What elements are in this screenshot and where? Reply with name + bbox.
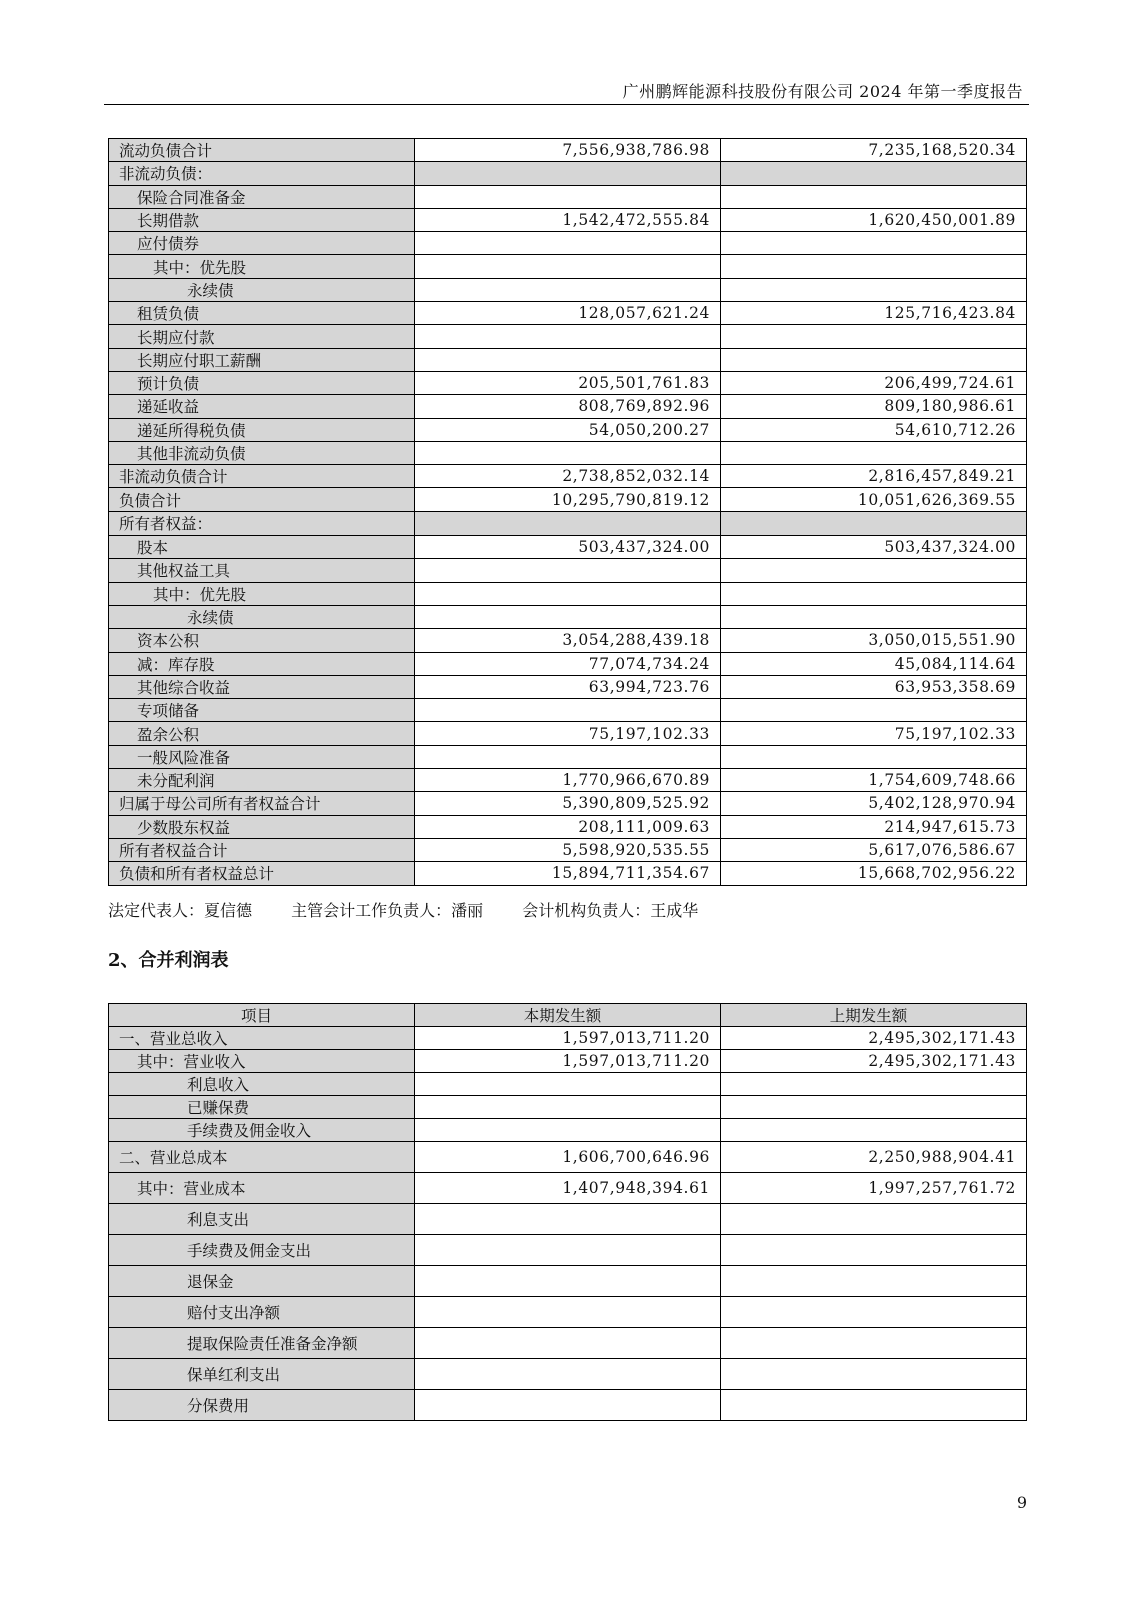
row-label: 所有者权益合计 [109,838,415,861]
current-value: 7,556,938,786.98 [415,139,721,162]
current-value [415,1073,721,1096]
previous-value: 809,180,986.61 [721,395,1027,418]
table-row [109,792,1027,815]
row-label: 递延所得税负债 [109,418,415,441]
row-label: 其中：优先股 [109,255,415,278]
table-row [109,255,1027,278]
current-value [415,1297,721,1328]
accounting-head: 主管会计工作负责人：潘丽 [291,901,484,920]
current-value [415,232,721,255]
table-row [109,1142,1027,1173]
table-row [109,559,1027,582]
current-value [415,1359,721,1390]
current-value: 503,437,324.00 [415,536,721,559]
table-row [109,1050,1027,1073]
row-label: 已赚保费 [109,1096,415,1119]
row-label: 其中：营业成本 [109,1173,415,1204]
income-statement-table [108,1003,1027,1421]
table-row [109,162,1027,185]
row-label: 永续债 [109,278,415,301]
table-row [109,1073,1027,1096]
previous-value [721,1096,1027,1119]
page-number: 9 [1016,1493,1027,1512]
current-value [415,325,721,348]
current-value: 77,074,734.24 [415,652,721,675]
table-row [109,1096,1027,1119]
previous-value: 125,716,423.84 [721,302,1027,325]
row-label: 长期应付款 [109,325,415,348]
previous-value: 5,402,128,970.94 [721,792,1027,815]
row-label: 利息支出 [109,1204,415,1235]
previous-value [721,1390,1027,1421]
header-divider [104,104,1029,105]
table-row [109,652,1027,675]
table-row [109,1119,1027,1142]
section-heading: 2、合并利润表 [108,950,229,971]
previous-value [721,1204,1027,1235]
row-label: 保险合同准备金 [109,185,415,208]
previous-value [721,745,1027,768]
row-label: 长期应付职工薪酬 [109,348,415,371]
current-value: 208,111,009.63 [415,815,721,838]
previous-value [721,1266,1027,1297]
table-row [109,1390,1027,1421]
previous-value [721,1328,1027,1359]
accounting-org-head: 会计机构负责人：王成华 [522,901,699,920]
current-value: 10,295,790,819.12 [415,488,721,511]
table-row [109,815,1027,838]
table-row [109,139,1027,162]
row-label: 长期借款 [109,208,415,231]
previous-value: 2,495,302,171.43 [721,1050,1027,1073]
row-label: 应付债券 [109,232,415,255]
table-row [109,208,1027,231]
table-row [109,488,1027,511]
table-row [109,278,1027,301]
row-label: 股本 [109,536,415,559]
current-value [415,1390,721,1421]
legal-representative: 法定代表人：夏信德 [108,901,253,920]
signature-line [108,898,732,921]
previous-value [721,1073,1027,1096]
row-label: 专项储备 [109,699,415,722]
previous-value: 503,437,324.00 [721,536,1027,559]
table-header-row [109,1004,1027,1027]
row-label: 租赁负债 [109,302,415,325]
row-label: 其中：营业收入 [109,1050,415,1073]
previous-value: 15,668,702,956.22 [721,862,1027,885]
previous-value: 10,051,626,369.55 [721,488,1027,511]
current-value: 15,894,711,354.67 [415,862,721,885]
current-value [415,1328,721,1359]
previous-value [721,582,1027,605]
row-label: 一、营业总收入 [109,1027,415,1050]
table-row [109,348,1027,371]
table-row [109,769,1027,792]
row-label: 归属于母公司所有者权益合计 [109,792,415,815]
row-label: 赔付支出净额 [109,1297,415,1328]
row-label: 负债和所有者权益总计 [109,862,415,885]
previous-value [721,348,1027,371]
table-row [109,745,1027,768]
current-value: 75,197,102.33 [415,722,721,745]
previous-value [721,699,1027,722]
current-value: 3,054,288,439.18 [415,629,721,652]
row-label: 资本公积 [109,629,415,652]
previous-value: 1,997,257,761.72 [721,1173,1027,1204]
row-label: 其他权益工具 [109,559,415,582]
current-value [415,1119,721,1142]
table-row [109,1235,1027,1266]
table-row [109,371,1027,394]
table-row [109,1359,1027,1390]
current-value: 5,390,809,525.92 [415,792,721,815]
current-value: 1,606,700,646.96 [415,1142,721,1173]
previous-value: 2,250,988,904.41 [721,1142,1027,1173]
row-label: 流动负债合计 [109,139,415,162]
column-header-previous: 上期发生额 [721,1004,1027,1027]
previous-value [721,605,1027,628]
table-row [109,185,1027,208]
table-row [109,325,1027,348]
table-row [109,1266,1027,1297]
table-row [109,302,1027,325]
current-value [415,1266,721,1297]
current-value [415,348,721,371]
current-value [415,559,721,582]
table-row [109,536,1027,559]
table-row [109,1027,1027,1050]
table-row [109,465,1027,488]
row-label: 负债合计 [109,488,415,511]
previous-value: 214,947,615.73 [721,815,1027,838]
row-label: 减：库存股 [109,652,415,675]
previous-value: 206,499,724.61 [721,371,1027,394]
previous-value [721,278,1027,301]
row-label: 递延收益 [109,395,415,418]
current-value: 808,769,892.96 [415,395,721,418]
row-label: 手续费及佣金支出 [109,1235,415,1266]
current-value: 54,050,200.27 [415,418,721,441]
current-value: 1,407,948,394.61 [415,1173,721,1204]
table-row [109,838,1027,861]
current-value: 63,994,723.76 [415,675,721,698]
previous-value: 75,197,102.33 [721,722,1027,745]
table-row [109,1173,1027,1204]
row-label: 分保费用 [109,1390,415,1421]
current-value [415,1204,721,1235]
previous-value: 1,620,450,001.89 [721,208,1027,231]
table-row [109,441,1027,464]
row-label: 少数股东权益 [109,815,415,838]
current-value: 1,597,013,711.20 [415,1050,721,1073]
current-value [415,185,721,208]
row-label: 未分配利润 [109,769,415,792]
current-value [415,278,721,301]
row-label: 非流动负债合计 [109,465,415,488]
table-row [109,418,1027,441]
row-label: 手续费及佣金收入 [109,1119,415,1142]
table-row [109,862,1027,885]
table-row [109,511,1027,535]
previous-value [721,1119,1027,1142]
current-value [415,162,721,185]
table-row [109,699,1027,722]
previous-value: 1,754,609,748.66 [721,769,1027,792]
current-value: 1,542,472,555.84 [415,208,721,231]
current-value: 2,738,852,032.14 [415,465,721,488]
column-header-item: 项目 [109,1004,415,1027]
previous-value [721,441,1027,464]
current-value [415,1096,721,1119]
current-value [415,1235,721,1266]
previous-value: 7,235,168,520.34 [721,139,1027,162]
row-label: 利息收入 [109,1073,415,1096]
previous-value [721,1235,1027,1266]
row-label: 二、营业总成本 [109,1142,415,1173]
previous-value: 2,816,457,849.21 [721,465,1027,488]
table-row [109,395,1027,418]
current-value [415,605,721,628]
table-row [109,605,1027,628]
previous-value [721,255,1027,278]
current-value [415,699,721,722]
current-value [415,582,721,605]
previous-value [721,1359,1027,1390]
current-value [415,255,721,278]
row-label: 所有者权益： [109,511,415,535]
row-label: 非流动负债： [109,162,415,185]
previous-value [721,1297,1027,1328]
row-label: 一般风险准备 [109,745,415,768]
previous-value [721,325,1027,348]
previous-value [721,511,1027,535]
column-header-current: 本期发生额 [415,1004,721,1027]
previous-value [721,232,1027,255]
table-row [109,675,1027,698]
table-row [109,629,1027,652]
previous-value [721,559,1027,582]
row-label: 退保金 [109,1266,415,1297]
previous-value: 5,617,076,586.67 [721,838,1027,861]
table-row [109,1328,1027,1359]
row-label: 预计负债 [109,371,415,394]
table-row [109,232,1027,255]
current-value: 1,597,013,711.20 [415,1027,721,1050]
row-label: 其他非流动负债 [109,441,415,464]
table-row [109,582,1027,605]
row-label: 其他综合收益 [109,675,415,698]
previous-value: 45,084,114.64 [721,652,1027,675]
previous-value: 63,953,358.69 [721,675,1027,698]
current-value [415,745,721,768]
table-row [109,722,1027,745]
previous-value [721,162,1027,185]
balance-sheet-table [108,138,1027,886]
row-label: 盈余公积 [109,722,415,745]
table-row [109,1297,1027,1328]
current-value: 5,598,920,535.55 [415,838,721,861]
previous-value: 2,495,302,171.43 [721,1027,1027,1050]
current-value: 128,057,621.24 [415,302,721,325]
previous-value: 54,610,712.26 [721,418,1027,441]
current-value: 1,770,966,670.89 [415,769,721,792]
row-label: 其中：优先股 [109,582,415,605]
report-header-title: 广州鹏辉能源科技股份有限公司 2024 年第一季度报告 [622,82,1023,101]
current-value [415,511,721,535]
current-value [415,441,721,464]
row-label: 保单红利支出 [109,1359,415,1390]
table-row [109,1204,1027,1235]
row-label: 提取保险责任准备金净额 [109,1328,415,1359]
row-label: 永续债 [109,605,415,628]
previous-value: 3,050,015,551.90 [721,629,1027,652]
current-value: 205,501,761.83 [415,371,721,394]
previous-value [721,185,1027,208]
